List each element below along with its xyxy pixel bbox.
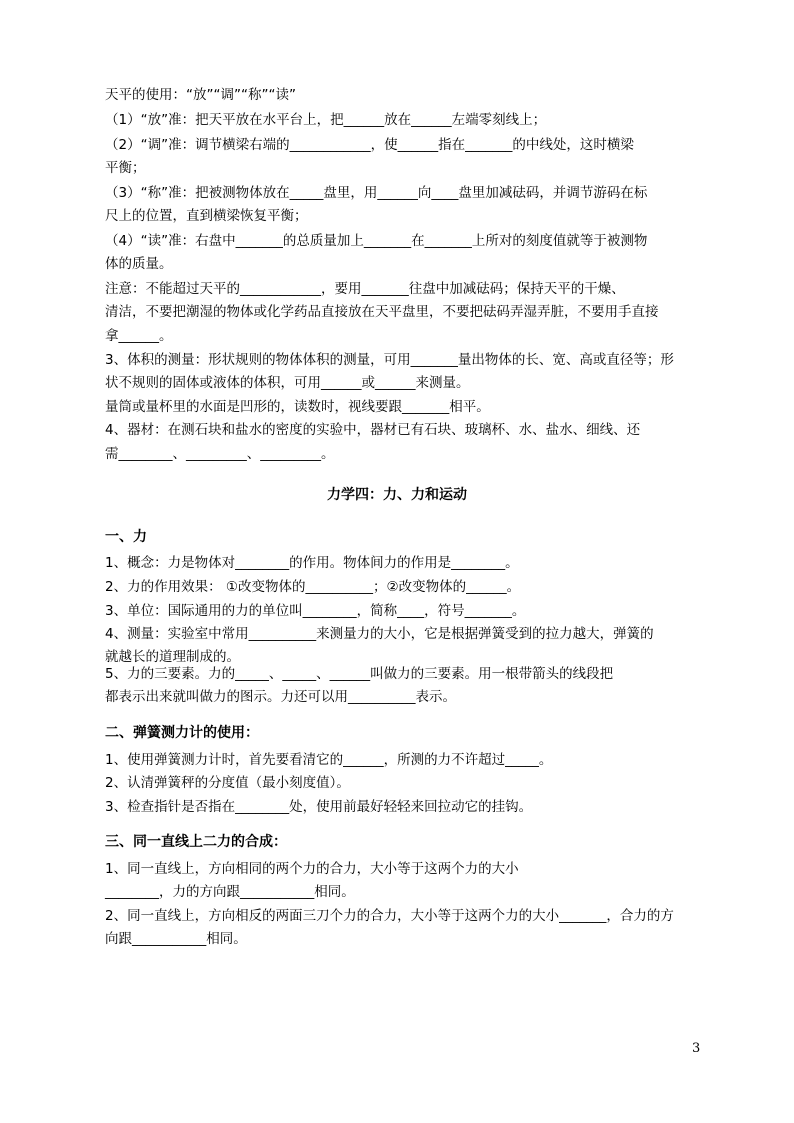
section-heading: 二、弹簧测力计的使用： [105,725,259,741]
section-heading: 三、同一直线上二力的合成： [105,834,287,850]
text-line: 向跟___________相同。 [105,931,247,947]
text-line: 5、力的三要素。力的_____、_____、______叫做力的三要素。用一根带箭头的线段把 [105,666,614,682]
text-line: （2）“调”准：调节横梁右端的____________，使______指在_______的中线处，这时横梁 [105,137,634,153]
text-line: 1、使用弹簧测力计时，首先要看清它的______，所测的力不许超过_____。 [105,752,553,768]
text-line: 清洁，不要把潮湿的物体或化学药品直接放在天平盘里，不要把砝码弄湿弄脏，不要用手直接 [105,304,659,320]
text-line: 体的质量。 [105,256,173,272]
text-line: 量筒或量杯里的水面是凹形的，读数时，视线要跟_______相平。 [105,399,490,415]
text-line: 1、概念：力是物体对________的作用。物体间力的作用是________。 [105,555,519,571]
text-line: 需________、_________、_________。 [105,446,335,462]
section-title: 力学四：力、力和运动 [327,487,467,503]
text-line: 状不规则的固体或液体的体积，可用______或______来测量。 [105,375,470,391]
text-line: 1、同一直线上，方向相同的两个力的合力，大小等于这两个力的大小 [105,861,519,877]
text-line: 就越长的道理制成的。 [105,649,240,665]
text-line: 天平的使用：“放”“调”“称”“读” [105,87,296,103]
text-line: 4、器材：在测石块和盐水的密度的实验中，器材已有石块、玻璃杯、水、盐水、细线、还 [105,422,641,438]
text-line: 4、测量：实验室中常用__________来测量力的大小，它是根据弹簧受到的拉力越大，弹簧的 [105,626,654,642]
text-line: 2、认清弹簧秤的分度值（最小刻度值）。 [105,775,350,791]
text-line: （3）“称”准：把被测物体放在_____盘里，用______向____盘里加减砝码，并调节游码在标 [105,185,648,201]
text-line: 3、体积的测量：形状规则的物体体积的测量，可用_______量出物体的长、宽、高或直径等；形 [105,352,674,368]
text-line: 3、单位：国际通用的力的单位叫________，简称____，符号_______。 [105,603,526,619]
text-line: ________，力的方向跟___________相同。 [105,884,355,900]
text-line: 2、力的作用效果： ①改变物体的__________；②改变物体的______。 [105,579,521,595]
section-heading: 一、力 [105,529,147,545]
text-line: 尺上的位置，直到横梁恢复平衡； [105,208,308,224]
text-line: 拿______。 [105,328,173,344]
text-line: 都表示出来就叫做力的图示。力还可以用__________表示。 [105,689,456,705]
text-line: 3、检查指针是否指在________处，使用前最好轻轻来回拉动它的挂钩。 [105,799,533,815]
text-line: 平衡； [105,160,146,176]
page-number: 3 [692,1041,701,1056]
text-line: （1）“放”准：把天平放在水平台上，把______放在______左端零刻线上； [105,112,547,128]
text-line: （4）“读”准：右盘中_______的总质量加上_______在_______上所对的刻度值就等于被测物 [105,233,648,249]
text-line: 注意：不能超过天平的____________，要用_______往盘中加减砝码；保持天平的干燥、 [105,281,625,297]
text-line: 2、同一直线上，方向相反的两面三刀个力的合力，大小等于这两个力的大小_______，合力的方 [105,908,674,924]
